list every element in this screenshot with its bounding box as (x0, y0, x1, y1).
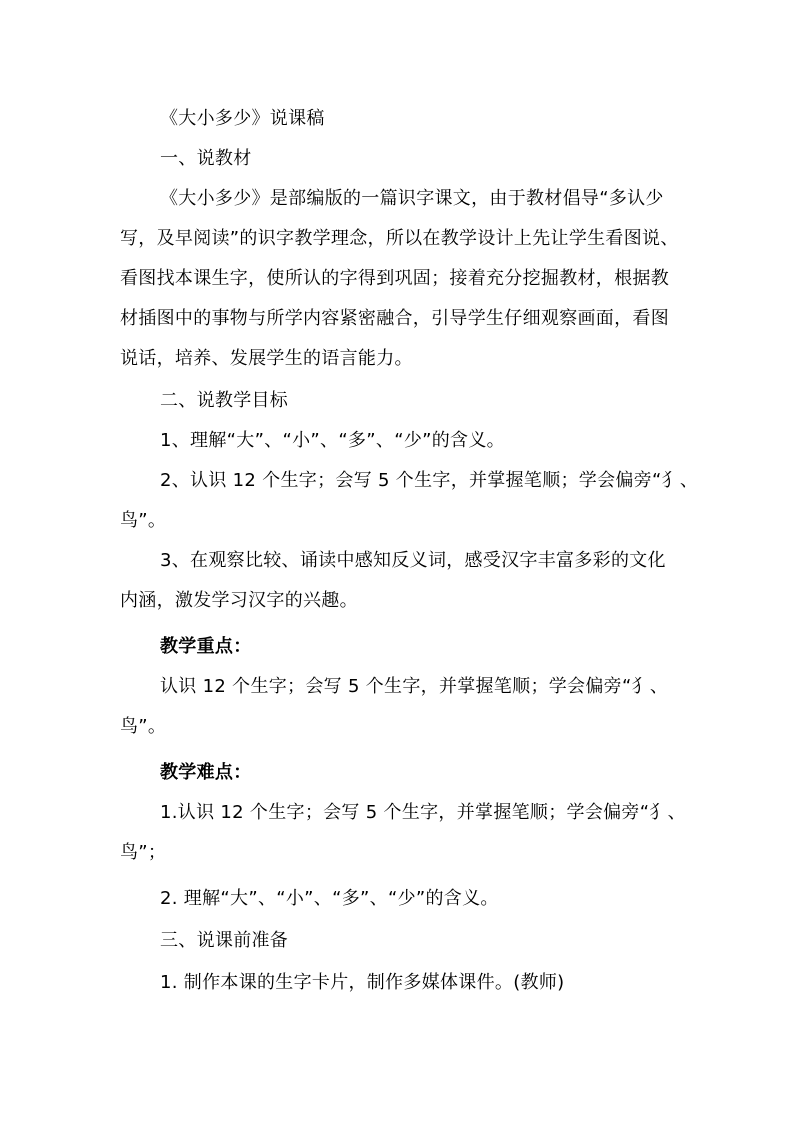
section-heading-key-points: 教学重点： (160, 636, 252, 657)
difficult-point-line: 鸟”； (120, 842, 167, 863)
preparation-line: 1. 制作本课的生字卡片，制作多媒体课件。(教师) (160, 972, 565, 993)
goal-line: 2、认识 12 个生字；会写 5 个生字，并掌握笔顺；学会偏旁“犭、 (160, 470, 699, 491)
goal-line: 1、理解“大”、“小”、“多”、“少”的含义。 (160, 430, 505, 451)
paragraph-line: 材插图中的事物与所学内容紧密融合，引导学生仔细观察画面，看图 (120, 308, 669, 329)
section-heading-preparation: 三、说课前准备 (160, 930, 289, 951)
paragraph-line: 写，及早阅读”的识字教学理念，所以在教学设计上先让学生看图说、 (120, 228, 679, 249)
paragraph-line: 说话，培养、发展学生的语言能力。 (120, 348, 413, 369)
key-point-line: 认识 12 个生字；会写 5 个生字，并掌握笔顺；学会偏旁“犭、 (160, 676, 669, 697)
section-heading-teaching-goals: 二、说教学目标 (160, 390, 289, 411)
goal-line: 内涵，激发学习汉字的兴趣。 (120, 590, 358, 611)
section-heading-teaching-material: 一、说教材 (160, 148, 252, 169)
section-heading-difficult-points: 教学难点： (160, 762, 252, 783)
difficult-point-line: 2. 理解“大”、“小”、“多”、“少”的含义。 (160, 888, 499, 909)
document-title: 《大小多少》说课稿 (160, 108, 325, 129)
paragraph-line: 看图找本课生字，使所认的字得到巩固；接着充分挖掘教材，根据教 (120, 268, 669, 289)
key-point-line: 鸟”。 (120, 716, 167, 737)
goal-line: 鸟”。 (120, 510, 167, 531)
paragraph-line: 《大小多少》是部编版的一篇识字课文，由于教材倡导“多认少 (160, 188, 664, 209)
difficult-point-line: 1.认识 12 个生字；会写 5 个生字，并掌握笔顺；学会偏旁“犭、 (160, 802, 686, 823)
goal-line: 3、在观察比较、诵读中感知反义词，感受汉字丰富多彩的文化 (160, 550, 666, 571)
